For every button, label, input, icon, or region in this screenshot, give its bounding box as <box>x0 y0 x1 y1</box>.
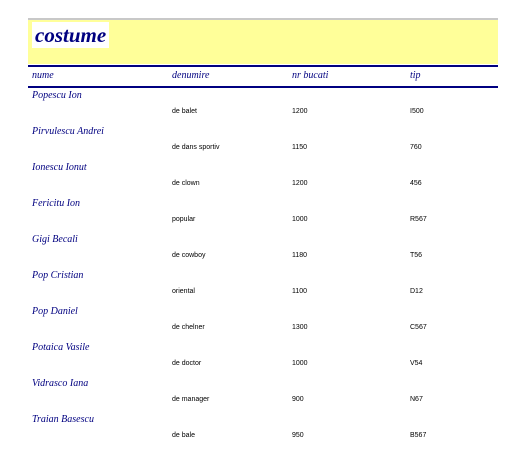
record-tip: I500 <box>410 108 424 115</box>
record-nr-bucati: 1100 <box>292 288 308 295</box>
record-denumire: de cowboy <box>172 252 206 259</box>
record-nume: Pop Daniel <box>32 306 78 317</box>
record-denumire: de dans sportiv <box>172 144 220 151</box>
record-nr-bucati: 1180 <box>292 252 308 259</box>
record-nume: Vidrasco Iana <box>32 378 89 389</box>
column-header-denumire: denumire <box>172 70 210 81</box>
report-header-band <box>28 18 498 64</box>
record-denumire: de manager <box>172 396 210 403</box>
record-tip: C567 <box>410 324 427 331</box>
record-nume: Gigi Becali <box>32 234 78 245</box>
record-nume: Popescu Ion <box>32 90 82 101</box>
record-nr-bucati: 900 <box>292 396 304 403</box>
column-header-nume: nume <box>32 70 54 81</box>
record-nume: Ionescu Ionut <box>32 162 87 173</box>
record-tip: N67 <box>410 396 423 403</box>
record-nume: Pop Cristian <box>32 270 84 281</box>
record-denumire: de clown <box>172 180 200 187</box>
header-bottom-rule <box>28 86 498 88</box>
report-title: costume <box>35 23 107 47</box>
record-denumire: de bale <box>172 432 195 439</box>
record-denumire: popular <box>172 216 196 223</box>
record-denumire: de balet <box>172 108 197 115</box>
record-nume: Potaica Vasile <box>32 342 90 353</box>
record-tip: 760 <box>410 144 422 151</box>
record-nr-bucati: 1150 <box>292 144 308 151</box>
column-header-nr-bucati: nr bucati <box>292 70 329 81</box>
record-nr-bucati: 1300 <box>292 324 308 331</box>
record-nume: Traian Basescu <box>32 414 94 425</box>
record-tip: B567 <box>410 432 427 439</box>
record-tip: D12 <box>410 288 423 295</box>
record-nume: Fericitu Ion <box>32 198 81 209</box>
record-nr-bucati: 1000 <box>292 216 308 223</box>
report <box>28 0 498 459</box>
record-denumire: de doctor <box>172 360 202 367</box>
record-nr-bucati: 1200 <box>292 108 308 115</box>
record-nr-bucati: 1200 <box>292 180 308 187</box>
record-tip: R567 <box>410 216 427 223</box>
record-nume: Pirvulescu Andrei <box>32 126 104 137</box>
column-header-tip: tip <box>410 70 421 81</box>
title-box <box>32 22 109 48</box>
record-tip: T56 <box>410 252 423 259</box>
record-nr-bucati: 950 <box>292 432 304 439</box>
record-denumire: de chelner <box>172 324 205 331</box>
record-nr-bucati: 1000 <box>292 360 308 367</box>
record-denumire: oriental <box>172 288 195 295</box>
record-tip: 456 <box>410 180 422 187</box>
header-top-rule <box>28 65 498 67</box>
record-tip: V54 <box>410 360 423 367</box>
